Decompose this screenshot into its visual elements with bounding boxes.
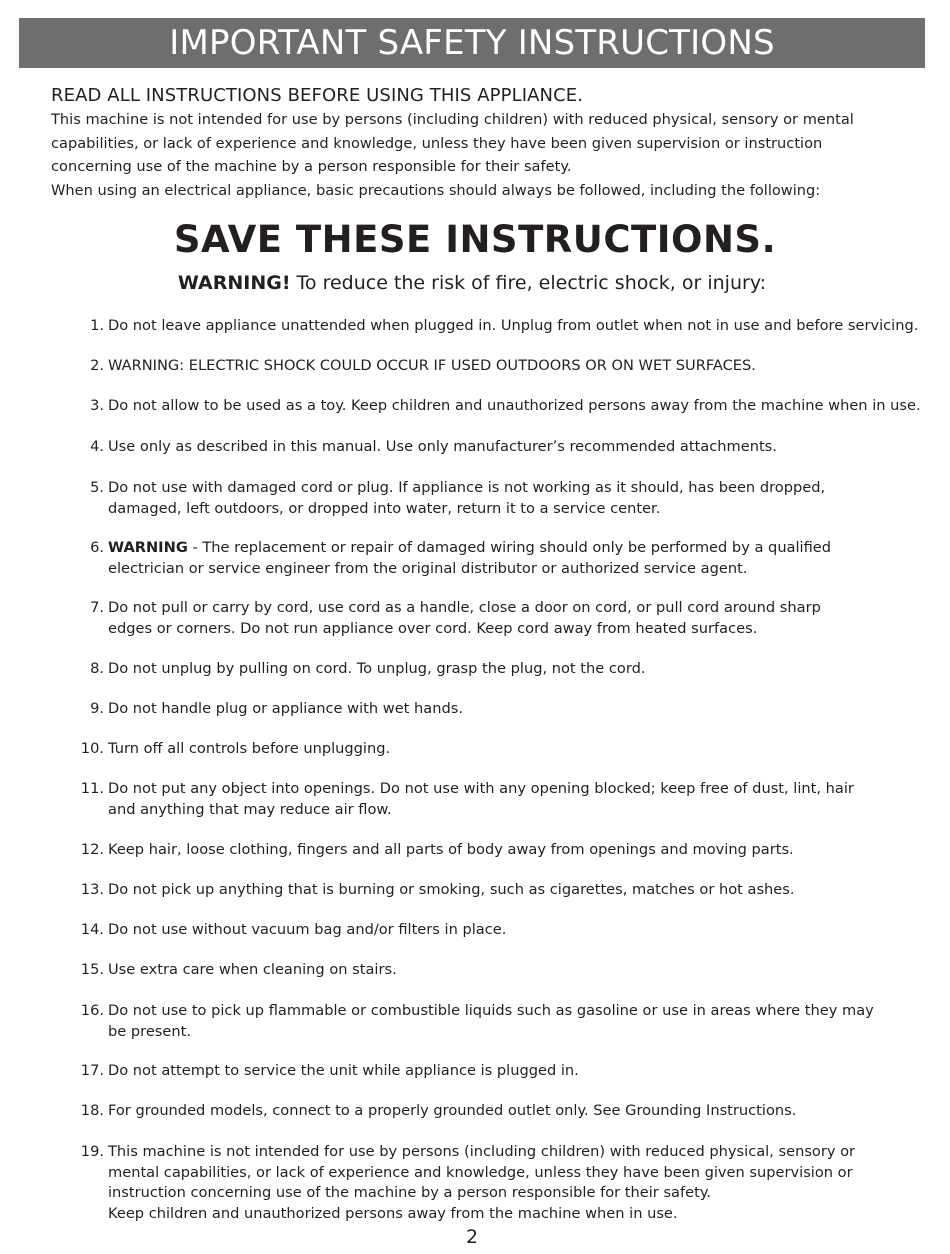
list-item-text bbox=[108, 396, 921, 417]
list-item-number: 19. bbox=[80, 1143, 104, 1160]
warning-label: WARNING! bbox=[177, 272, 291, 294]
list-item-line: Do not put any object into openings. Do not use with any opening blocked; keep free of dust, lint, hair bbox=[108, 780, 854, 797]
list-item-text bbox=[108, 437, 900, 458]
list-item-text bbox=[108, 699, 900, 720]
list-item-line: WARNING: ELECTRIC SHOCK COULD OCCUR IF USED OUTDOORS OR ON WET SURFACES. bbox=[108, 357, 756, 374]
list-item-line: Do not use with damaged cord or plug. If appliance is not working as it should, has been dropped, bbox=[108, 479, 826, 496]
list-item-number: 1. bbox=[90, 317, 104, 334]
list-item-text bbox=[108, 920, 900, 941]
list-item-text bbox=[108, 478, 900, 519]
list-item-text bbox=[108, 779, 900, 820]
list-item-line: Do not use without vacuum bag and/or filters in place. bbox=[108, 921, 507, 938]
intro-paragraph bbox=[51, 108, 901, 202]
list-item-line: Do not pull or carry by cord, use cord as a handle, close a door on cord, or pull cord around sharp bbox=[108, 599, 821, 616]
list-item-line: Keep hair, loose clothing, fingers and all parts of body away from openings and moving parts. bbox=[108, 841, 794, 858]
list-item-line: Do not attempt to service the unit while appliance is plugged in. bbox=[108, 1062, 579, 1079]
list-item-number: 9. bbox=[90, 700, 104, 717]
list-item-number: 2. bbox=[90, 357, 104, 374]
list-item-number: 18. bbox=[80, 1102, 104, 1119]
list-item-line: damaged, left outdoors, or dropped into water, return it to a service center. bbox=[108, 499, 661, 517]
list-item-line: Do not use to pick up flammable or combustible liquids such as gasoline or use in areas where they may bbox=[108, 1002, 874, 1019]
list-item-text bbox=[108, 1061, 900, 1082]
list-item-text bbox=[108, 840, 900, 861]
list-item-number: 16. bbox=[80, 1002, 104, 1019]
list-item-line: Use extra care when cleaning on stairs. bbox=[108, 961, 397, 978]
intro-line: capabilities, or lack of experience and knowledge, unless they have been given supervision or instruction bbox=[51, 134, 823, 152]
list-item-number: 3. bbox=[90, 397, 104, 414]
list-item-line-text: - The replacement or repair of damaged wiring should only be performed by a qualified bbox=[187, 539, 832, 556]
list-item-warning-label: WARNING bbox=[108, 539, 188, 556]
list-item-number: 11. bbox=[80, 780, 104, 797]
list-item-number: 8. bbox=[90, 660, 104, 677]
intro-heading: READ ALL INSTRUCTIONS BEFORE USING THIS APPLIANCE. bbox=[51, 85, 584, 106]
list-item-number: 4. bbox=[90, 438, 104, 455]
warning-text: To reduce the risk of fire, electric shock, or injury: bbox=[290, 272, 767, 294]
list-item-text bbox=[108, 1001, 900, 1042]
list-item-text bbox=[108, 739, 900, 760]
list-item-line: Turn off all controls before unplugging. bbox=[108, 740, 391, 757]
list-item-number: 15. bbox=[80, 961, 104, 978]
intro-line: This machine is not intended for use by persons (including children) with reduced physical, sensory or mental bbox=[51, 111, 854, 128]
list-item-line: For grounded models, connect to a properly grounded outlet only. See Grounding Instructions. bbox=[108, 1102, 797, 1119]
list-item-number: 5. bbox=[90, 479, 104, 496]
list-item-line: Do not handle plug or appliance with wet hands. bbox=[108, 700, 463, 717]
list-item-line: Keep children and unauthorized persons away from the machine when in use. bbox=[108, 1204, 678, 1222]
list-item-number: 13. bbox=[80, 881, 104, 898]
page-header-banner bbox=[19, 18, 925, 68]
list-item-line: instruction concerning use of the machine by a person responsible for their safety. bbox=[108, 1184, 712, 1201]
list-item-number: 12. bbox=[80, 841, 104, 858]
list-item-line bbox=[108, 538, 900, 559]
list-item-number: 14. bbox=[80, 921, 104, 938]
list-item-line: electrician or service engineer from the original distributor or authorized service agent. bbox=[108, 559, 748, 577]
list-item-number: 17. bbox=[80, 1062, 104, 1079]
list-item-line: and anything that may reduce air flow. bbox=[108, 800, 392, 818]
list-item-text bbox=[108, 598, 900, 639]
list-item-line: Do not pick up anything that is burning or smoking, such as cigarettes, matches or hot ashes. bbox=[108, 881, 795, 898]
intro-line: When using an electrical appliance, basic precautions should always be followed, including the following: bbox=[51, 181, 821, 199]
list-item-text bbox=[108, 1101, 900, 1122]
page-header-title: IMPORTANT SAFETY INSTRUCTIONS bbox=[169, 23, 775, 63]
list-item-number: 6. bbox=[90, 539, 104, 556]
list-item-line: Use only as described in this manual. Use only manufacturer’s recommended attachments. bbox=[108, 438, 777, 455]
list-item-text bbox=[108, 1142, 900, 1224]
save-instructions-title: SAVE THESE INSTRUCTIONS. bbox=[173, 218, 777, 261]
list-item-line: edges or corners. Do not run appliance over cord. Keep cord away from heated surfaces. bbox=[108, 619, 758, 637]
list-item-line: Do not unplug by pulling on cord. To unplug, grasp the plug, not the cord. bbox=[108, 660, 646, 677]
list-item-text bbox=[108, 960, 900, 981]
intro-section bbox=[51, 84, 901, 202]
list-item-number: 7. bbox=[90, 599, 104, 616]
intro-line: concerning use of the machine by a person responsible for their safety. bbox=[51, 158, 572, 175]
list-item-text bbox=[108, 538, 900, 579]
list-item-line: mental capabilities, or lack of experience and knowledge, unless they have been given supervision or bbox=[108, 1163, 853, 1181]
list-item-line: This machine is not intended for use by persons (including children) with reduced physical, sensory or bbox=[108, 1143, 856, 1160]
list-item-text bbox=[108, 316, 919, 337]
list-item-line: Do not allow to be used as a toy. Keep children and unauthorized persons away from the machine when in use. bbox=[108, 397, 921, 414]
list-item-text bbox=[108, 356, 900, 377]
list-item-line: be present. bbox=[108, 1022, 191, 1040]
list-item-number: 10. bbox=[80, 740, 104, 757]
warning-line bbox=[0, 272, 944, 294]
list-item-line: Do not leave appliance unattended when plugged in. Unplug from outlet when not in use and before servicing. bbox=[108, 317, 919, 334]
page-number: 2 bbox=[465, 1226, 479, 1248]
list-item-text bbox=[108, 659, 900, 680]
list-item-text bbox=[108, 880, 900, 901]
